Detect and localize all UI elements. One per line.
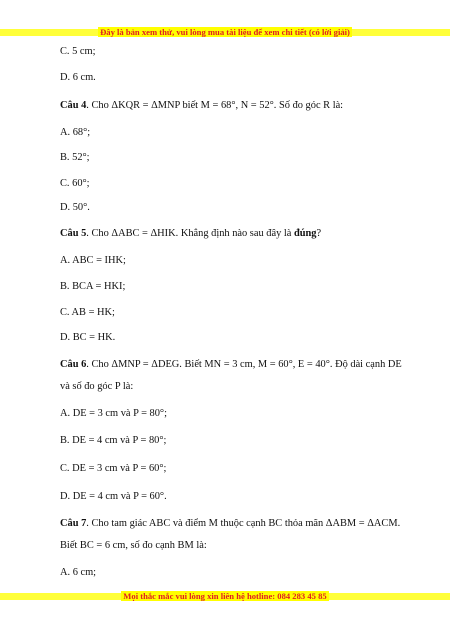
- question-4-label: Câu 4: [60, 100, 87, 111]
- prev-option-c: C. 5 cm;: [60, 46, 96, 57]
- question-7-line2: Biết BC = 6 cm, số đo cạnh BM là:: [60, 540, 207, 551]
- question-6-label: Câu 6: [60, 359, 87, 370]
- q5-option-c: C. AB = HK;: [60, 307, 115, 318]
- q6-option-b: B. DE = 4 cm và P = 80°;: [60, 435, 167, 446]
- question-7: [60, 517, 400, 530]
- q6-option-c: C. DE = 3 cm và P = 60°;: [60, 463, 167, 474]
- footer-notice-text: Mọi thắc mắc vui lòng xin liên hệ hotline: 084 283 45 85: [123, 591, 327, 601]
- question-7-text: . Cho tam giác ABC và điểm M thuộc cạnh BC thỏa mãn ΔABM = ΔACM.: [86, 518, 401, 529]
- question-6-line2: và số đo góc P là:: [60, 381, 134, 392]
- question-5: [60, 227, 321, 240]
- q6-option-d: D. DE = 4 cm và P = 60°.: [60, 491, 167, 502]
- q6-option-a: A. DE = 3 cm và P = 80°;: [60, 408, 167, 419]
- q4-option-b: B. 52°;: [60, 152, 90, 163]
- question-6-text: . Cho ΔMNP = ΔDEG. Biết MN = 3 cm, M = 60°, E = 40°. Độ dài cạnh DE: [86, 359, 402, 370]
- q4-option-c: C. 60°;: [60, 178, 90, 189]
- q5-option-d: D. BC = HK.: [60, 332, 116, 343]
- question-4: [60, 99, 343, 112]
- prev-option-d: D. 6 cm.: [60, 72, 96, 83]
- footer-notice: [0, 591, 450, 601]
- question-4-text: . Cho ΔKQR = ΔMNP biết M = 68°, N = 52°. Số đo góc R là:: [86, 100, 344, 111]
- question-5-label: Câu 5: [60, 228, 87, 239]
- header-notice-text: Đây là bản xem thử, vui lòng mua tài liệu để xem chi tiết (có lời giải): [100, 27, 350, 37]
- question-5-text: . Cho ΔABC = ΔHIK. Khẳng định nào sau đây là: [86, 228, 294, 239]
- q4-option-d: D. 50°.: [60, 202, 90, 213]
- q7-option-a: A. 6 cm;: [60, 567, 97, 578]
- header-notice: [0, 27, 450, 37]
- question-7-label: Câu 7: [60, 518, 87, 529]
- question-5-text-end: ?: [316, 228, 322, 239]
- q4-option-a: A. 68°;: [60, 127, 91, 138]
- question-5-emphasis: đúng: [293, 228, 317, 239]
- q5-option-a: A. ABC = IHK;: [60, 255, 126, 266]
- question-6: [60, 358, 402, 371]
- q5-option-b: B. BCA = HKI;: [60, 281, 126, 292]
